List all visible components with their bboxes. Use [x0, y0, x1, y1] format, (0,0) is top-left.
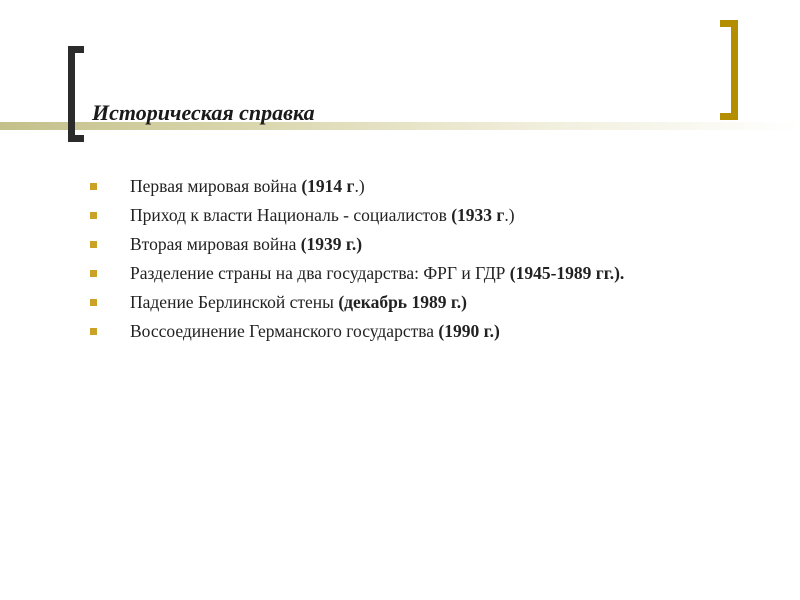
bullet-item	[88, 292, 738, 313]
bullet-text: Вторая мировая война	[130, 234, 301, 254]
bullet-item	[88, 234, 738, 255]
bullet-date: (1945-1989 гг.).	[509, 263, 625, 283]
bullet-text: Приход к власти Националь - социалистов	[130, 205, 452, 225]
right-bracket-decoration	[720, 20, 738, 120]
bullet-item	[88, 205, 738, 226]
bullet-item	[88, 263, 738, 284]
bullet-list	[88, 176, 738, 350]
bullet-text: Первая мировая война	[130, 176, 302, 196]
bullet-tail: .)	[354, 176, 365, 196]
bullet-date: (1933 г	[451, 205, 505, 225]
bullet-date: (1914 г	[301, 176, 355, 196]
bullet-tail: .)	[504, 205, 515, 225]
bullet-date: (1939 г.)	[300, 234, 363, 254]
bullet-item	[88, 321, 738, 342]
bullet-date: (декабрь 1989 г.)	[338, 292, 467, 312]
left-bracket-decoration	[68, 46, 84, 142]
square-bullet-icon	[90, 299, 97, 306]
square-bullet-icon	[90, 270, 97, 277]
slide-title: Историческая справка	[92, 100, 315, 125]
bullet-text: Падение Берлинской стены	[130, 292, 339, 312]
square-bullet-icon	[90, 328, 97, 335]
square-bullet-icon	[90, 212, 97, 219]
bullet-text: Воссоединение Германского государства	[130, 321, 439, 341]
square-bullet-icon	[90, 183, 97, 190]
bullet-date: (1990 г.)	[438, 321, 500, 341]
bullet-item	[88, 176, 738, 197]
square-bullet-icon	[90, 241, 97, 248]
bullet-text: Разделение страны на два государства: ФРГ и ГДР	[130, 263, 510, 283]
